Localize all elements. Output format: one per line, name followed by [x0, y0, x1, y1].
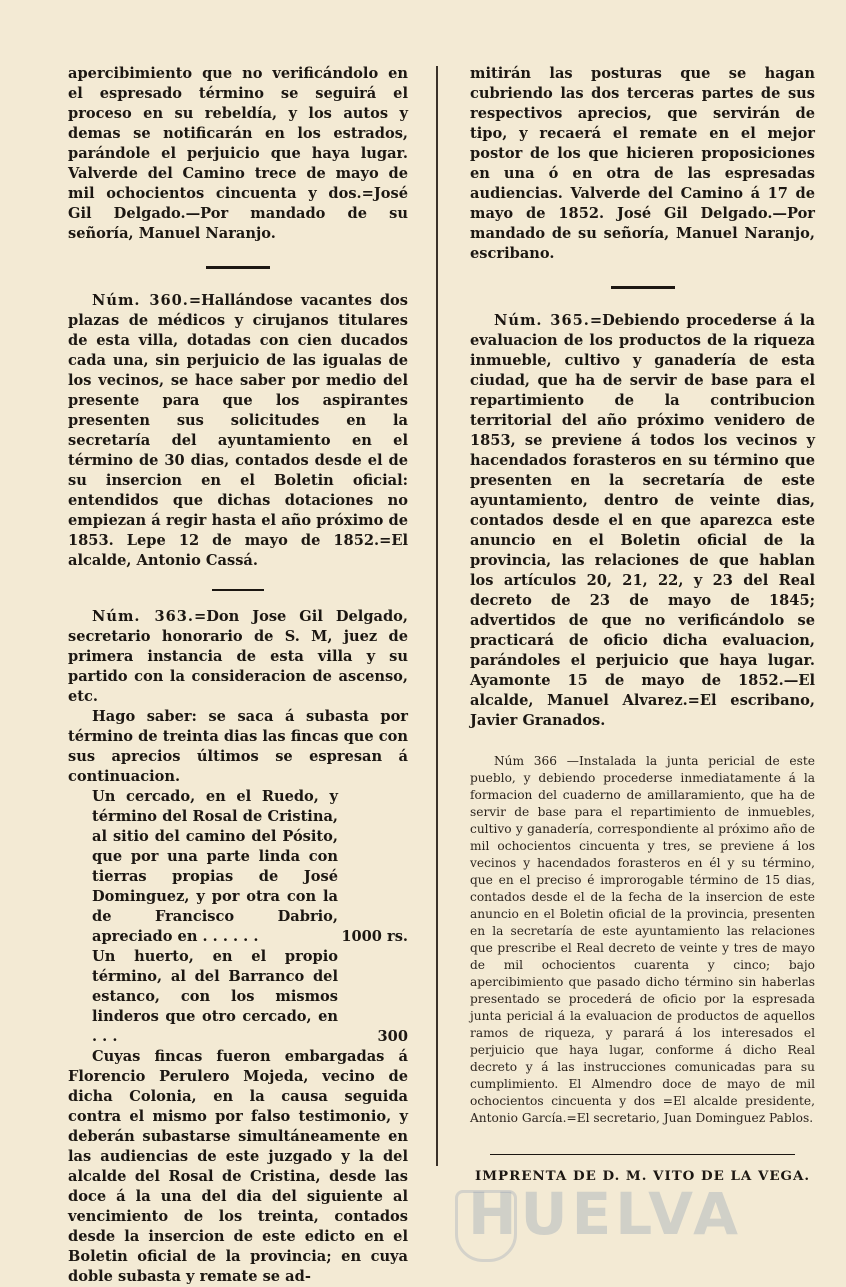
- notice-continuation: apercibimiento que no verificándolo en el espresado término se seguirá el proceso en su rebeldía, y los autos y demas se notificarán en los estrados, parándole el perjuicio que haya lugar. Valverde del Camino trece de mayo de mil ochocientos cincuenta y dos.=José Gil Delgado.—Por mandado de su señoría, Manuel Naranjo.: [68, 65, 408, 242]
- notice-number: Núm. 365.: [494, 312, 590, 329]
- notice-366: Núm 366 —Instalada la junta pericial de este pueblo, y debiendo procederse inmediatamente á la formacion del cuaderno de amillaramiento, que ha de servir de base para el repartimiento de inmuebles, cultivo y ganadería, correspondiente al próximo año de mil ochocientos cincuenta y tres, se previene á los vecinos y hacendados forasteros en él y su término, que en el preciso é improrogable término de 15 dias, contados desde el de la fecha de la insercion de este anuncio en el Boletin oficial de la provincia, presenten en la secretaría de este ayuntamiento las relaciones que prescribe el Real decreto de veinte y tres de mayo de mil ochocientos cuarenta y cinco; bajo apercibimiento que pasado dicho término sin haberlas presentado se procederá de oficio por la espresada junta pericial á la evaluacion de productos de aquellos ramos de riqueza, y parará á los interesados el perjuicio que haya lugar, conforme á dicho Real decreto y á las instrucciones comunicadas para su cumplimiento. El Almendro doce de mayo de mil ochocientos cincuenta y dos =El alcalde presidente, Antonio García.=El secretario, Juan Dominguez Pablos.: [470, 754, 815, 1125]
- watermark: HUELVA: [467, 1180, 743, 1248]
- notice-continuation: mitirán las posturas que se hagan cubriendo las dos terceras partes de sus respectivos aprecios, que servirán de tipo, y recaerá el remate en el mejor postor de los que hicieren proposiciones en una ó en otra de las espresadas audiencias. Valverde del Camino á 17 de mayo de 1852. José Gil Delgado.—Por mandado de su señoría, Manuel Naranjo, escribano.: [470, 65, 815, 262]
- property-item: [92, 947, 408, 1047]
- notice-360: [68, 291, 408, 571]
- property-description: Un huerto, en el propio término, al del Barranco del estanco, con los mismos linderos que otro cercado, en . . .: [92, 948, 338, 1045]
- notice-text: =Don Jose Gil Delgado, secretario honorario de S. M, juez de primera instancia de esta villa y su partido con la consideracion de ascenso, etc.: [68, 608, 408, 705]
- section-rule: [212, 589, 264, 591]
- footer-rule: [490, 1154, 795, 1155]
- section-rule: [611, 286, 675, 289]
- notice-text: =Debiendo procederse á la evaluacion de los productos de la riqueza inmueble, cultivo y ganadería de esta ciudad, que ha de servir de base para el repartimiento de la contribucion territorial del año próximo venidero de 1853, se previene á todos los vecinos y hacendados forasteros en su término que presenten en la secretaría de este ayuntamiento, dentro de veinte dias, contados desde el en que aparezca este anuncio en el Boletin oficial de la provincia, las relaciones de que hablan los artículos 20, 21, 22, y 23 del Real decreto de 23 de mayo de 1845; advertidos de que no verificándolo se practicará de oficio dicha evaluacion, parándoles el perjuicio que haya lugar. Ayamonte 15 de mayo de 1852.—El alcalde, Manuel Alvarez.=El escribano, Javier Granados.: [470, 312, 815, 729]
- right-column: [470, 64, 815, 1127]
- notice-number: Núm. 360.: [92, 292, 189, 309]
- section-rule: [206, 266, 270, 269]
- property-price: 300: [377, 1028, 408, 1045]
- notice-363: [68, 607, 408, 707]
- property-description: Un cercado, en el Ruedo, y término del Rosal de Cristina, al sitio del camino del Pósito, que por una parte linda con tierras propias de José Dominguez, y por otra con la de Francisco Dabrio, apreciado en . . . . . .: [92, 788, 338, 945]
- notice-365: [470, 311, 815, 731]
- notice-number: Núm. 363.: [92, 608, 194, 625]
- printer-imprint: IMPRENTA DE D. M. VITO DE LA VEGA.: [474, 1168, 811, 1184]
- notice-text: =Hallándose vacantes dos plazas de médicos y cirujanos titulares de esta villa, dotadas con cien ducados cada una, sin perjuicio de las igualas de los vecinos, se hace saber por medio del presente para que los aspirantes presenten sus solicitudes en la secretaría del ayuntamiento en el término de 30 dias, contados desde el de su insercion en el Boletin oficial: entendidos que dichas dotaciones no empiezan á regir hasta el año próximo de 1853. Lepe 12 de mayo de 1852.=El alcalde, Antonio Cassá.: [68, 292, 408, 569]
- column-divider: [436, 66, 438, 1166]
- property-list: [92, 787, 408, 1047]
- left-column: [68, 64, 408, 1287]
- property-item: [92, 787, 408, 947]
- notice-363-hago: Hago saber: se saca á subasta por término de treinta dias las fincas que con sus aprecios últimos se espresan á continuacion.: [68, 708, 408, 785]
- property-price: 1000 rs.: [341, 928, 408, 945]
- notice-363-cuyas: Cuyas fincas fueron embargadas á Florencio Perulero Mojeda, vecino de dicha Colonia, en la causa seguida contra el mismo por falso testimonio, y deberán subastarse simultáneamente en las audiencias de este juzgado y la del alcalde del Rosal de Cristina, desde las doce á la una del dia del siguiente al vencimiento de los treinta, contados desde la insercion de este edicto en el Boletin oficial de la provincia; en cuya doble subasta y remate se ad-: [68, 1048, 408, 1285]
